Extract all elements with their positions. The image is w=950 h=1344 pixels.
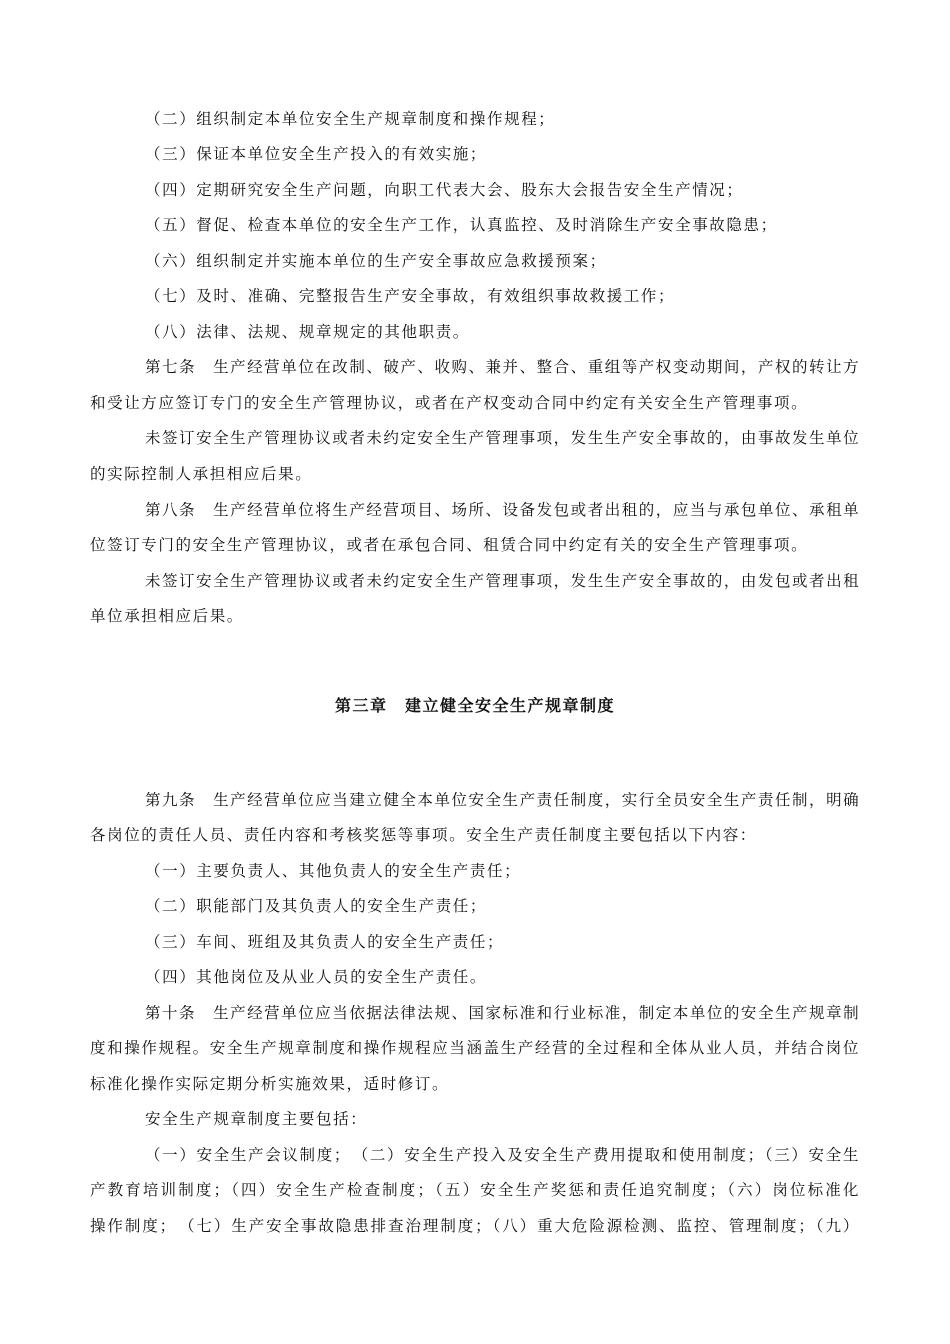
- article-8-line-1: 第八条 生产经营单位将生产经营项目、场所、设备发包或者出租的，应当与承包单位、承租单: [145, 501, 860, 519]
- rules-list-line-1: （一）安全生产会议制度； （二）安全生产投入及安全生产费用提取和使用制度；（三）安全生: [145, 1146, 860, 1164]
- article-7-line-2: 和受让方应签订专门的安全生产管理协议，或者在产权变动合同中约定有关安全生产管理事项。: [90, 394, 809, 412]
- duty-item-8: （八）法律、法规、规章规定的其他职责。: [145, 323, 470, 341]
- article-7b-line-1: 未签订安全生产管理协议或者未约定安全生产管理事项，发生生产安全事故的，由事故发生单位: [145, 429, 860, 447]
- responsibility-item-3: （三）车间、班组及其负责人的安全生产责任；: [145, 933, 505, 951]
- responsibility-item-4: （四）其他岗位及从业人员的安全生产责任。: [145, 968, 488, 986]
- article-10-line-1: 第十条 生产经营单位应当依据法律法规、国家标准和行业标准，制定本单位的安全生产规章制: [145, 1004, 860, 1022]
- duty-item-4: （四）定期研究安全生产问题，向职工代表大会、股东大会报告安全生产情况；: [145, 181, 744, 199]
- article-9-line-1: 第九条 生产经营单位应当建立健全本单位安全生产责任制度，实行全员安全生产责任制，明确: [145, 791, 860, 809]
- article-7b-line-2: 的实际控制人承担相应后果。: [90, 465, 313, 483]
- rules-intro: 安全生产规章制度主要包括：: [145, 1110, 368, 1128]
- duty-item-6: （六）组织制定并实施本单位的生产安全事故应急救援预案；: [145, 252, 607, 270]
- chapter-title: 第三章 建立健全安全生产规章制度: [334, 696, 615, 715]
- article-10-line-2: 度和操作规程。安全生产规章制度和操作规程应当涵盖生产经营的全过程和全体从业人员，并结合岗位: [90, 1039, 860, 1057]
- duty-item-5: （五）督促、检查本单位的安全生产工作，认真监控、及时消除生产安全事故隐患；: [145, 216, 778, 234]
- article-8b-line-2: 单位承担相应后果。: [90, 607, 244, 625]
- duty-item-3: （三）保证本单位安全生产投入的有效实施；: [145, 145, 488, 163]
- duty-item-7: （七）及时、准确、完整报告生产安全事故，有效组织事故救援工作；: [145, 287, 676, 305]
- article-7-line-1: 第七条 生产经营单位在改制、破产、收购、兼并、整合、重组等产权变动期间，产权的转让方: [145, 358, 860, 376]
- rules-list-line-3: 操作制度； （七）生产安全事故隐患排查治理制度；（八）重大危险源检测、监控、管理制度；（九）: [90, 1217, 860, 1235]
- rules-list-line-2: 产教育培训制度；（四）安全生产检查制度；（五）安全生产奖惩和责任追究制度；（六）岗位标准化: [90, 1181, 860, 1199]
- responsibility-item-1: （一）主要负责人、其他负责人的安全生产责任；: [145, 862, 522, 880]
- responsibility-item-2: （二）职能部门及其负责人的安全生产责任；: [145, 897, 488, 915]
- article-8b-line-1: 未签订安全生产管理协议或者未约定安全生产管理事项，发生生产安全事故的，由发包或者出租: [145, 572, 860, 590]
- article-10-line-3: 标准化操作实际定期分析实施效果，适时修订。: [90, 1075, 450, 1093]
- article-8-line-2: 位签订专门的安全生产管理协议，或者在承包合同、租赁合同中约定有关的安全生产管理事项。: [90, 536, 809, 554]
- article-9-line-2: 各岗位的责任人员、责任内容和考核奖惩等事项。安全生产责任制度主要包括以下内容：: [90, 826, 757, 844]
- duty-item-2: （二）组织制定本单位安全生产规章制度和操作规程；: [145, 110, 556, 128]
